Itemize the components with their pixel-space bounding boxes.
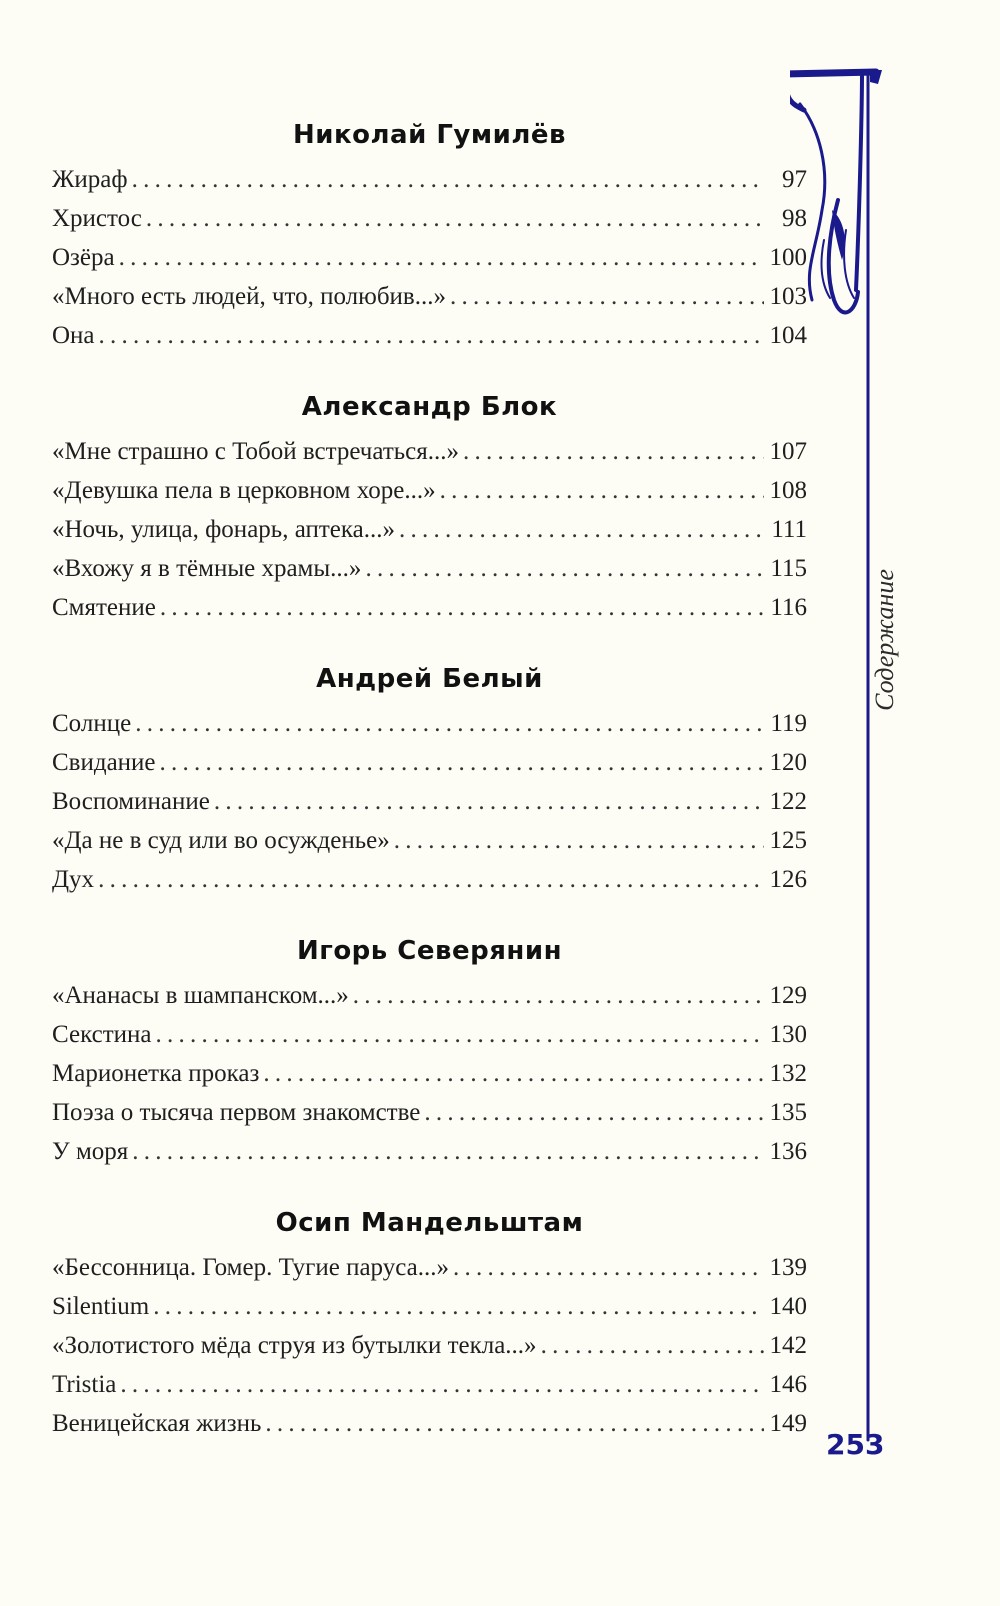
entry-page: 122 [769,788,807,815]
toc-section [52,1198,807,1443]
page-number: 253 [826,1428,885,1461]
entry-title: «Мне страшно с Тобой встречаться...» [52,438,459,465]
entry-title: «Бессонница. Гомер. Тугие паруса...» [52,1254,449,1281]
dot-leader [453,1248,764,1287]
entry-title: Жираф [52,166,128,193]
toc-entry[interactable] [52,1365,807,1404]
dot-leader [155,1015,763,1054]
entry-title: «Ночь, улица, фонарь, аптека...» [52,516,395,543]
author-heading: Александр Блок [301,392,558,422]
entry-page: 125 [769,827,807,854]
toc-entry[interactable] [52,704,807,743]
toc-entry[interactable] [52,1015,807,1054]
dot-leader [160,588,765,627]
entry-page: 104 [769,322,807,349]
entry-page: 139 [769,1254,807,1281]
entry-page: 119 [770,710,807,737]
dot-leader [98,860,763,899]
dot-leader [424,1093,763,1132]
section-label: Содержание [870,569,899,711]
dot-leader [120,1365,763,1404]
toc-section [52,382,807,627]
entry-page: 115 [770,555,807,582]
toc-entry[interactable] [52,316,807,355]
entry-title: Свидание [52,749,156,776]
entry-title: Марионетка проказ [52,1060,260,1087]
entry-title: Она [52,322,95,349]
entry-title: Христос [52,205,142,232]
dot-leader [135,704,764,743]
entry-page: 126 [769,866,807,893]
author-heading: Осип Мандельштам [275,1208,584,1238]
toc-entry[interactable] [52,1132,807,1171]
author-heading: Николай Гумилёв [293,120,566,150]
toc-entry[interactable] [52,160,807,199]
dot-leader [365,549,764,588]
dot-leader [99,316,764,355]
toc-entry[interactable] [52,1248,807,1287]
dot-leader [132,160,765,199]
toc-entry[interactable] [52,976,807,1015]
decorative-ornament-icon [790,60,890,1450]
toc-section [52,110,807,355]
entry-page: 107 [769,438,807,465]
dot-leader [353,976,764,1015]
entry-page: 129 [769,982,807,1009]
entry-title: Веницейская жизнь [52,1410,262,1437]
entry-title: «Золотистого мёда струя из бутылки текла...» [52,1332,537,1359]
entry-page: 142 [769,1332,807,1359]
toc-entry[interactable] [52,860,807,899]
dot-leader [463,432,764,471]
entry-page: 98 [782,205,807,232]
toc-entry[interactable] [52,1326,807,1365]
dot-leader [160,743,764,782]
toc-entry[interactable] [52,199,807,238]
dot-leader [265,1404,763,1443]
entry-title: Silentium [52,1293,150,1320]
entry-title: «Много есть людей, что, полюбив...» [52,283,446,310]
toc-entry[interactable] [52,743,807,782]
dot-leader [153,1287,763,1326]
entry-title: Воспоминание [52,788,210,815]
dot-leader [450,277,764,316]
dot-leader [399,510,765,549]
dot-leader [132,1132,763,1171]
toc-entry[interactable] [52,432,807,471]
dot-leader [146,199,765,238]
dot-leader [119,238,764,277]
toc-entry[interactable] [52,1287,807,1326]
toc-section [52,654,807,899]
entry-title: «Да не в суд или во осужденье» [52,827,390,854]
toc-entry[interactable] [52,238,807,277]
entry-page: 149 [769,1410,807,1437]
entry-title: «Вхожу я в тёмные храмы...» [52,555,362,582]
entry-title: Озёра [52,244,115,271]
toc-entry[interactable] [52,1093,807,1132]
entry-page: 97 [782,166,807,193]
entry-page: 103 [769,283,807,310]
entry-page: 135 [769,1099,807,1126]
entry-page: 136 [769,1138,807,1165]
entry-page: 116 [770,594,807,621]
table-of-contents [52,110,807,1470]
entry-title: Tristia [52,1371,117,1398]
entry-page: 108 [769,477,807,504]
dot-leader [214,782,764,821]
dot-leader [440,471,764,510]
toc-entry[interactable] [52,821,807,860]
toc-section [52,926,807,1171]
toc-entry[interactable] [52,588,807,627]
entry-title: У моря [52,1138,129,1165]
entry-title: Секстина [52,1021,152,1048]
toc-entry[interactable] [52,277,807,316]
toc-entry[interactable] [52,782,807,821]
entry-page: 100 [769,244,807,271]
toc-entry[interactable] [52,1054,807,1093]
entry-page: 140 [769,1293,807,1320]
toc-entry[interactable] [52,549,807,588]
entry-title: Поэза о тысяча первом знакомстве [52,1099,421,1126]
entry-page: 111 [771,516,807,543]
toc-entry[interactable] [52,471,807,510]
entry-title: Смятение [52,594,156,621]
entry-title: Дух [52,866,95,893]
entry-page: 132 [769,1060,807,1087]
toc-entry[interactable] [52,510,807,549]
author-heading: Игорь Северянин [296,936,563,966]
entry-title: «Девушка пела в церковном хоре...» [52,477,436,504]
toc-entry[interactable] [52,1404,807,1443]
dot-leader [263,1054,763,1093]
dot-leader [394,821,764,860]
entry-title: «Ананасы в шампанском...» [52,982,349,1009]
entry-page: 146 [769,1371,807,1398]
entry-page: 120 [769,749,807,776]
dot-leader [541,1326,764,1365]
entry-title: Солнце [52,710,132,737]
author-heading: Андрей Белый [316,664,543,694]
entry-page: 130 [769,1021,807,1048]
